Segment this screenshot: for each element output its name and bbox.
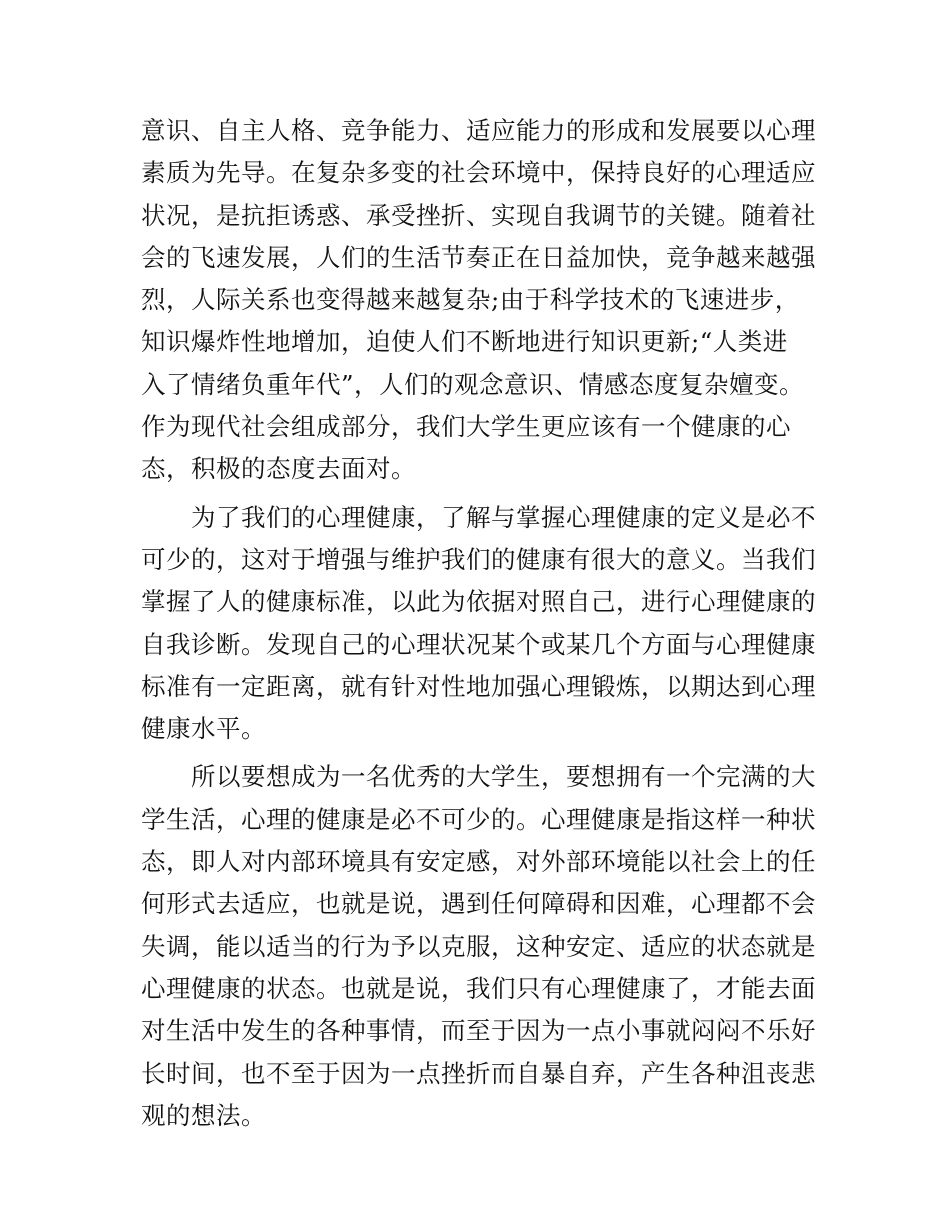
text-line: 意识、自主人格、竞争能力、适应能力的形成和发展要以心理: [141, 116, 816, 145]
text-line: 为了我们的心理健康，了解与掌握心理健康的定义是必不: [141, 502, 816, 532]
text-line: 入了情绪负重年代”，人们的观念意识、情感态度复杂嬗变。: [141, 369, 805, 399]
text-line: 健康水平。: [141, 714, 266, 744]
text-line: 长时间，也不至于因为一点挫折而自暴自弃，产生各种沮丧悲: [141, 1058, 816, 1088]
text-line: 知识爆炸性地增加，迫使人们不断地进行知识更新;“人类进: [141, 327, 788, 357]
text-line: 会的飞速发展，人们的生活节奏正在日益加快，竞争越来越强: [141, 242, 816, 272]
text-line: 状况，是抗拒诱惑、承受挫折、实现自我调节的关键。随着社: [141, 200, 816, 230]
paragraph-2: [141, 497, 821, 751]
paragraph-3: [141, 756, 821, 1137]
text-line: 掌握了人的健康标准，以此为依据对照自己，进行心理健康的: [141, 587, 816, 617]
text-line: 可少的，这对于增强与维护我们的健康有很大的意义。当我们: [141, 544, 816, 574]
text-line: 烈，人际关系也变得越来越复杂;由于科学技术的飞速进步，: [141, 285, 800, 315]
text-line: 何形式去适应，也就是说，遇到任何障碍和因难，心理都不会: [141, 889, 816, 919]
text-line: 作为现代社会组成部分，我们大学生更应该有一个健康的心: [141, 412, 791, 442]
text-line: 标准有一定距离，就有针对性地加强心理锻炼，以期达到心理: [141, 671, 816, 701]
text-line: 所以要想成为一名优秀的大学生，要想拥有一个完满的大: [141, 762, 816, 792]
text-line: 素质为先导。在复杂多变的社会环境中，保持良好的心理适应: [141, 158, 816, 188]
text-line: 失调，能以适当的行为予以克服，这种安定、适应的状态就是: [141, 931, 816, 961]
document-body: [141, 110, 821, 1137]
text-line: 自我诊断。发现自己的心理状况某个或某几个方面与心理健康: [141, 629, 816, 659]
text-line: 态，积极的态度去面对。: [141, 454, 416, 484]
text-line: 态，即人对内部环境具有安定感，对外部环境能以社会上的任: [141, 847, 816, 877]
paragraph-1: [141, 110, 821, 491]
text-line: 学生活，心理的健康是必不可少的。心理健康是指这样一种状: [141, 804, 816, 834]
text-line: 心理健康的状态。也就是说，我们只有心理健康了，才能去面: [141, 973, 816, 1003]
text-line: 对生活中发生的各种事情，而至于因为一点小事就闷闷不乐好: [141, 1016, 816, 1046]
text-line: 观的想法。: [141, 1100, 266, 1130]
